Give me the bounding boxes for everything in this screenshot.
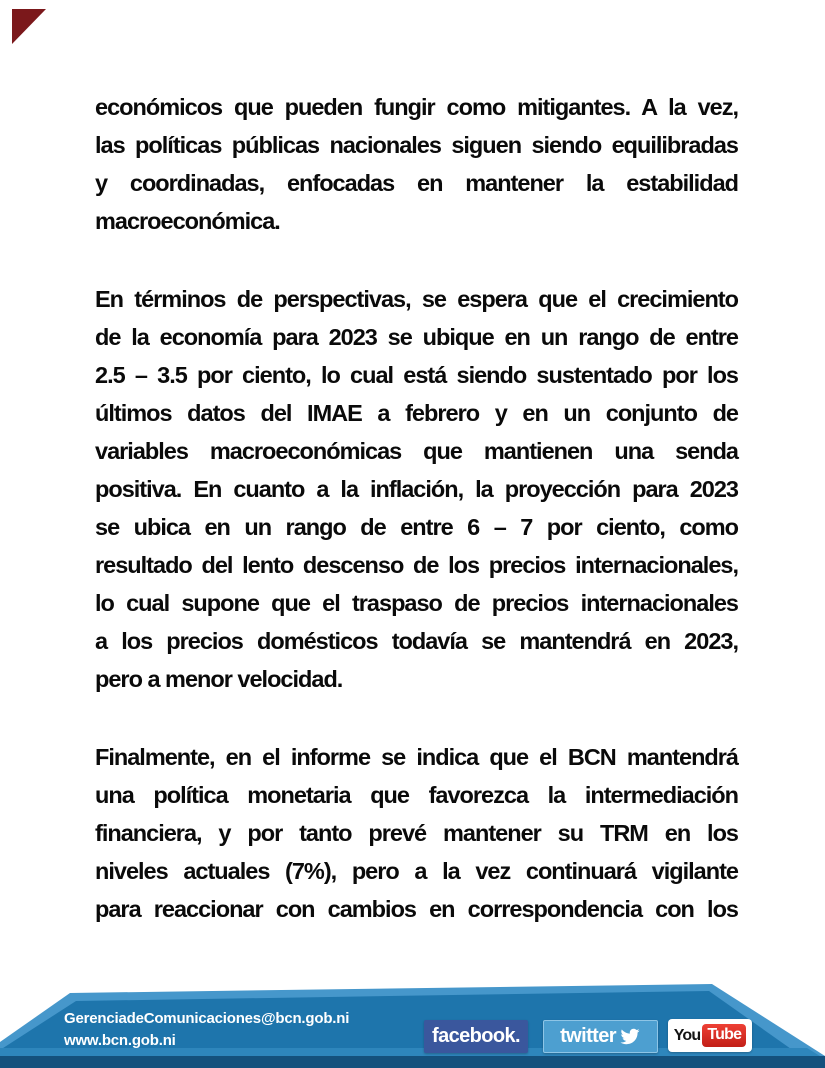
text-line: lo cual supone que el traspaso de precios internacionales — [95, 590, 738, 616]
footer-website: www.bcn.gob.ni — [64, 1032, 176, 1049]
text-line: económicos que pueden fungir como mitigantes. A la vez, — [95, 94, 738, 120]
text-line: pero a menor velocidad. — [95, 666, 343, 692]
text-line: macroeconómica. — [95, 208, 280, 234]
twitter-logo-label: twitter — [560, 1025, 616, 1047]
text-line: las políticas públicas nacionales siguen siendo equilibradas — [95, 132, 738, 158]
facebook-logo-label: facebook. — [432, 1025, 520, 1047]
text-line: para reaccionar con cambios en correspondencia con los — [95, 896, 738, 922]
facebook-logo[interactable] — [424, 1020, 528, 1053]
text-line: positiva. En cuanto a la inflación, la proyección para 2023 — [95, 476, 738, 502]
document-body-text — [95, 88, 738, 968]
paragraph — [95, 280, 738, 698]
paragraph — [95, 738, 738, 928]
text-line: En términos de perspectivas, se espera que el crecimiento — [95, 286, 738, 312]
youtube-you-label: You — [673, 1026, 701, 1044]
text-line: resultado del lento descenso de los precios internacionales, — [95, 552, 738, 578]
footer-email: GerenciadeComunicaciones@bcn.gob.ni — [64, 1010, 350, 1027]
text-line: financiera, y por tanto prevé mantener su TRM en los — [95, 820, 738, 846]
text-line: se ubica en un rango de entre 6 – 7 por ciento, como — [95, 514, 738, 540]
text-line: Finalmente, en el informe se indica que el BCN mantendrá — [95, 744, 738, 770]
page-corner-triangle — [0, 0, 60, 60]
text-line: y coordinadas, enfocadas en mantener la estabilidad — [95, 170, 738, 196]
footer-bottom-bar — [0, 1056, 825, 1068]
text-line: 2.5 – 3.5 por ciento, lo cual está siendo sustentado por los — [95, 362, 738, 388]
twitter-bird-icon — [619, 1027, 641, 1046]
text-line: a los precios domésticos todavía se mantendrá en 2023, — [95, 628, 738, 654]
text-line: de la economía para 2023 se ubique en un rango de entre — [95, 324, 738, 350]
youtube-logo[interactable] — [668, 1019, 752, 1052]
text-line: una política monetaria que favorezca la intermediación — [95, 782, 738, 808]
twitter-logo[interactable] — [543, 1020, 658, 1053]
text-line: últimos datos del IMAE a febrero y en un conjunto de — [95, 400, 738, 426]
text-line: niveles actuales (7%), pero a la vez continuará vigilante — [95, 858, 738, 884]
youtube-tube-label: Tube — [702, 1024, 746, 1047]
footer-contact — [64, 1008, 349, 1052]
text-line: variables macroeconómicas que mantienen una senda — [95, 438, 738, 464]
corner-triangle-shape — [12, 9, 46, 44]
paragraph — [95, 88, 738, 240]
